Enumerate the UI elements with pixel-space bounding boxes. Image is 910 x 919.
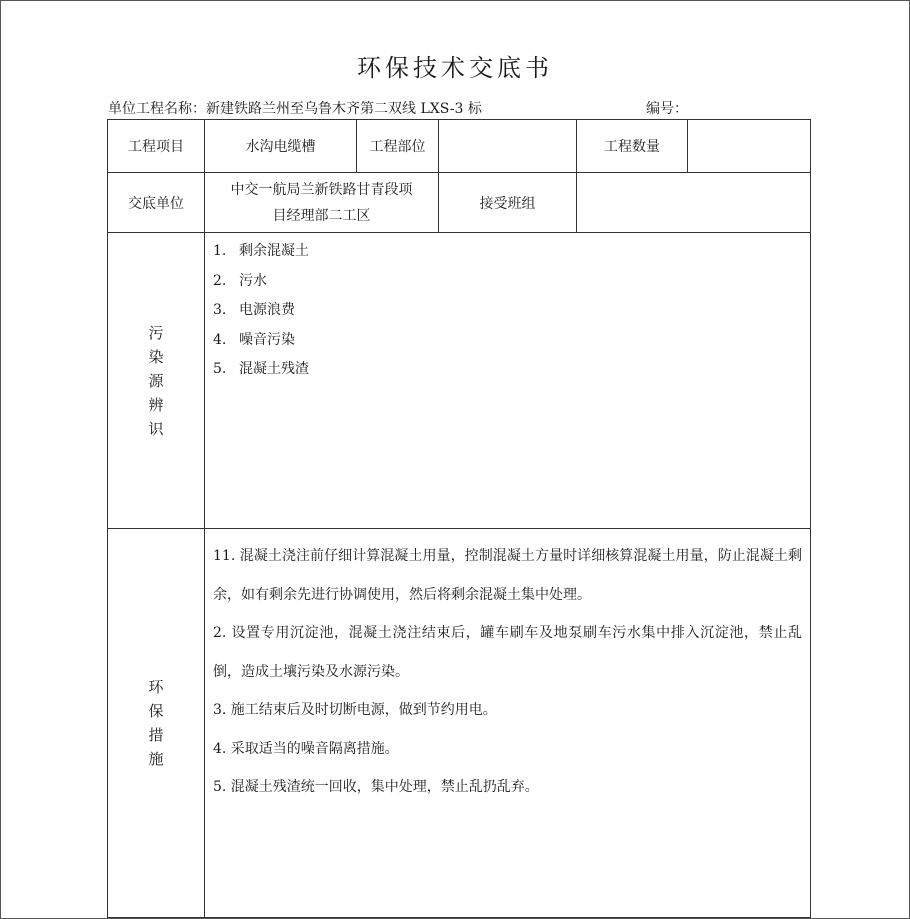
pollution-item-text: 混凝土残渣 (239, 361, 309, 377)
pollution-item-number: 3. (213, 302, 227, 318)
measure-item: 11. 混凝土浇注前仔细计算混凝土用量，控制混凝土方量时详细核算混凝土用量，防止混凝土剩余，如有剩余先进行协调使用，然后将剩余混凝土集中处理。 (213, 548, 802, 603)
pollution-item-text: 电源浪费 (239, 302, 295, 318)
pollution-item-text: 剩余混凝土 (239, 243, 309, 259)
disclosure-form-table (107, 119, 811, 918)
pollution-label-char: 染 (148, 347, 164, 366)
project-item-label: 工程项目 (108, 120, 205, 173)
row-pollution-identification (108, 233, 811, 529)
project-part-value[interactable] (439, 120, 577, 173)
row-issuer-info (108, 173, 811, 233)
unit-project-name (108, 98, 482, 118)
issuer-value-line2: 目经理部二工区 (272, 207, 371, 224)
row-environmental-measures (108, 529, 811, 918)
pollution-item (213, 296, 802, 326)
measures-label-char: 措 (148, 726, 164, 744)
pollution-item-text: 噪音污染 (239, 331, 295, 348)
pollution-item-text: 污水 (239, 272, 267, 289)
receiver-value[interactable] (577, 173, 811, 233)
project-quantity-label: 工程数量 (577, 120, 688, 173)
measures-list[interactable] (205, 529, 811, 918)
pollution-list[interactable] (205, 233, 811, 529)
pollution-section-label (108, 233, 205, 529)
pollution-label-char: 辨 (148, 395, 164, 414)
pollution-label-char: 污 (148, 323, 164, 342)
measures-label-char: 施 (148, 750, 164, 768)
measure-item: 4. 采取适当的噪音隔离措施。 (213, 740, 399, 757)
pollution-item (213, 355, 802, 385)
measure-item: 5. 混凝土残渣统一回收，集中处理，禁止乱扔乱弃。 (213, 779, 539, 795)
project-quantity-value[interactable] (688, 120, 811, 173)
measure-item: 3. 施工结束后及时切断电源，做到节约用电。 (213, 702, 497, 718)
pollution-item (213, 237, 802, 267)
pollution-item-number: 5. (213, 361, 227, 377)
receiver-label: 接受班组 (439, 173, 577, 233)
measures-label-char: 环 (148, 678, 164, 696)
pollution-item-number: 1. (213, 243, 227, 259)
pollution-item-number: 4. (213, 331, 227, 348)
row-project-info (108, 120, 811, 173)
pollution-item (213, 267, 802, 297)
document-number: 编号： (646, 101, 688, 117)
pollution-label-char: 源 (148, 371, 164, 390)
document-title: 环保技术交底书 (357, 54, 553, 82)
unit-project-name-label: 单位工程名称： (108, 101, 206, 117)
unit-project-name-value: 新建铁路兰州至乌鲁木齐第二双线 LXS-3 标 (206, 101, 482, 117)
measure-item: 2. 设置专用沉淀池，混凝土浇注结束后，罐车刷车及地泵刷车污水集中排入沉淀池，禁止乱倒，造成土壤污染及水源污染。 (213, 625, 802, 680)
issuer-value-line1: 中交一航局兰新铁路甘青段项 (230, 181, 413, 198)
pollution-item (213, 326, 802, 356)
project-item-value[interactable]: 水沟电缆槽 (205, 120, 357, 173)
issuer-label: 交底单位 (108, 173, 205, 233)
project-part-label: 工程部位 (357, 120, 439, 173)
pollution-label-char: 识 (148, 419, 164, 438)
issuer-value[interactable] (205, 173, 439, 233)
measures-label-char: 保 (148, 702, 164, 720)
pollution-item-number: 2. (213, 272, 227, 289)
measures-section-label (108, 529, 205, 918)
